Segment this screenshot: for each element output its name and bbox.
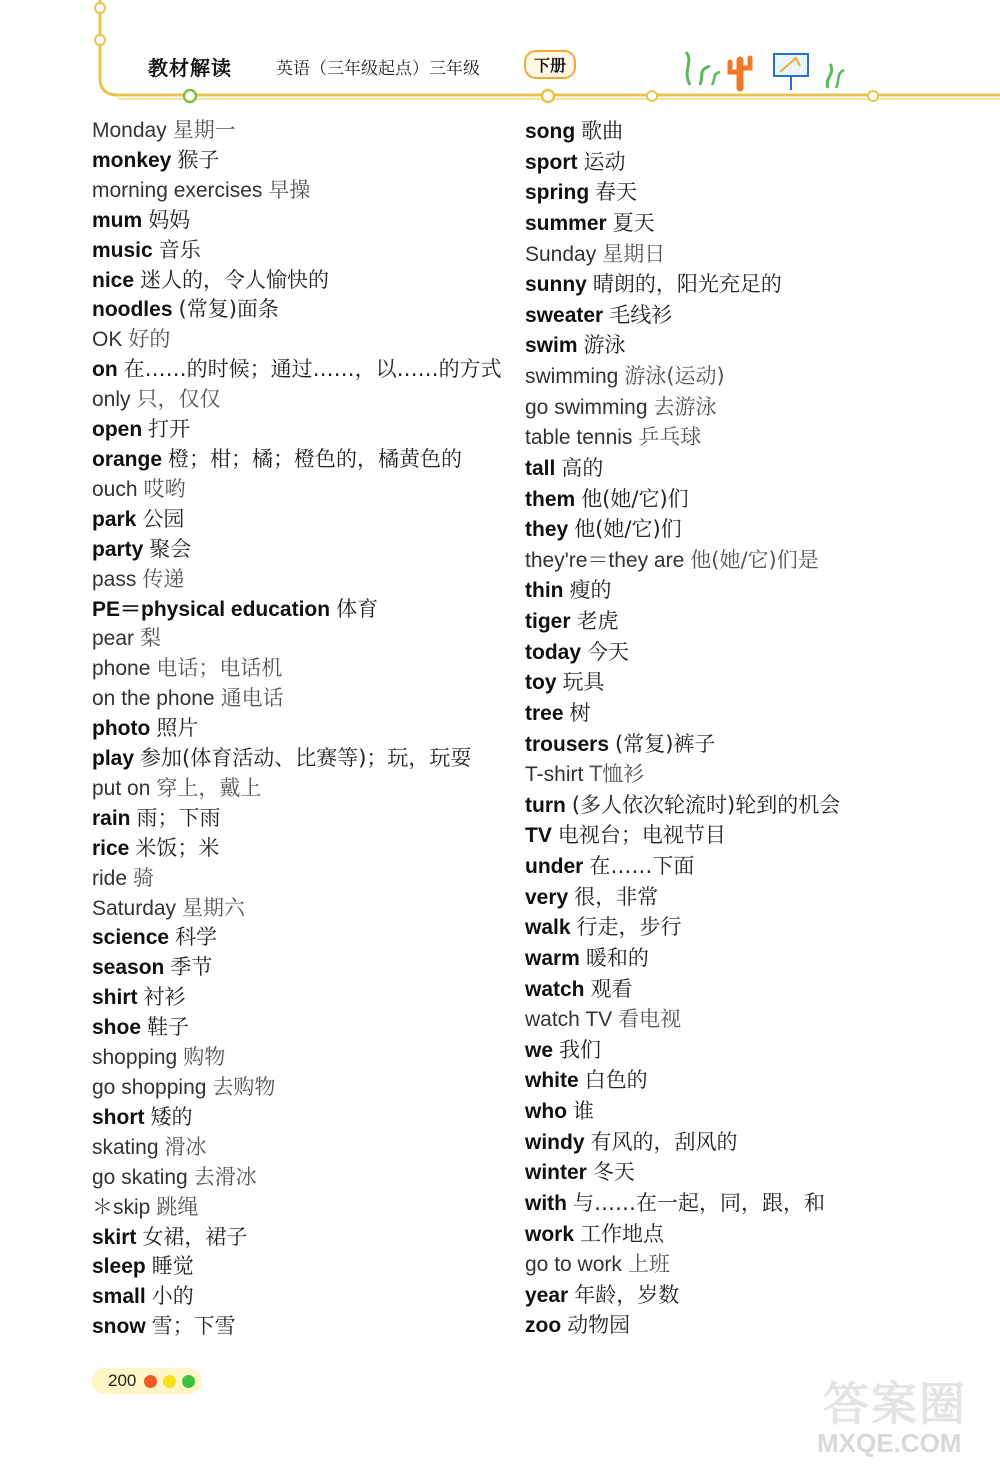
entry-meaning: 星期六: [182, 895, 246, 920]
entry-meaning: 在……的时候；通过……，以……的方式: [123, 357, 502, 382]
entry-word: swim: [525, 334, 578, 358]
entry-word: we: [525, 1038, 554, 1062]
footer-dot-icon: [144, 1375, 157, 1388]
entry-word: turn: [525, 793, 566, 817]
entry-meaning: 行走，步行: [576, 915, 682, 940]
entry-meaning: 暖和的: [585, 945, 649, 970]
header-subject: 英语（三年级起点）三年级: [276, 59, 480, 79]
entry-meaning: 梨: [140, 626, 162, 651]
entry-meaning: 歌曲: [581, 119, 624, 143]
watermark-site-text: MXQE.COM: [817, 1428, 962, 1458]
entry-meaning: 妈妈: [148, 207, 191, 232]
entry-meaning: 橙；柑；橘；橙色的，橘黄色的: [168, 446, 463, 471]
glossary-entry: [525, 330, 985, 361]
page-header: [0, 0, 1000, 110]
glossary-entry: [525, 484, 985, 515]
entry-meaning: 游泳(运动): [624, 364, 725, 388]
glossary-entry: [525, 882, 985, 913]
entry-word: on: [92, 358, 118, 382]
entry-meaning: 游泳: [583, 333, 626, 358]
glossary-entry: [525, 116, 985, 147]
entry-meaning: 年龄，岁数: [574, 1282, 680, 1307]
entry-word: OK: [92, 328, 123, 352]
entry-meaning: 矮的: [150, 1104, 193, 1129]
glossary-entry: [525, 177, 985, 208]
entry-word: tiger: [525, 610, 571, 633]
entry-meaning: 我们: [559, 1037, 602, 1062]
glossary-entry: [92, 595, 512, 625]
glossary-entry: [92, 714, 512, 744]
entry-word: small: [92, 1285, 146, 1309]
entry-word: PE＝physical education: [92, 597, 331, 621]
entry-word: T-shirt: [525, 763, 584, 787]
entry-word: sport: [525, 150, 578, 174]
grass-icon: [827, 64, 844, 88]
glossary-entry: [525, 1127, 985, 1158]
plant-sprout-icon: [686, 52, 720, 85]
easel-board-icon: [774, 54, 808, 90]
entry-meaning: 米饭；米: [135, 835, 220, 860]
entry-word: pass: [92, 567, 137, 591]
entry-word: table tennis: [525, 426, 633, 450]
entry-word: thin: [525, 579, 564, 603]
glossary-entry: [92, 1252, 512, 1282]
entry-meaning: 只，仅仅: [136, 387, 221, 412]
entry-word: toy: [525, 671, 557, 695]
entry-word: walk: [525, 916, 571, 940]
entry-meaning: 聚会: [149, 536, 192, 561]
glossary-entry: [92, 565, 512, 595]
footer-dot-icon: [163, 1375, 176, 1388]
entry-meaning: 迷人的，令人愉快的: [140, 267, 330, 292]
glossary-entry: [525, 729, 985, 760]
cactus-icon: [730, 58, 750, 88]
entry-meaning: 传递: [142, 566, 185, 591]
entry-word: park: [92, 507, 137, 531]
entry-meaning: 动物园: [567, 1313, 631, 1338]
entry-meaning: 晴朗的，阳光充足的: [592, 272, 782, 297]
entry-word: season: [92, 956, 165, 980]
entry-word: Sunday: [525, 242, 597, 266]
entry-word: skirt: [92, 1225, 137, 1249]
entry-word: song: [525, 120, 576, 143]
entry-word: go shopping: [92, 1076, 207, 1099]
entry-meaning: 乒乓球: [638, 425, 702, 450]
entry-word: they: [525, 518, 569, 542]
glossary-entry: [525, 514, 985, 545]
glossary-entry: [525, 1219, 985, 1250]
glossary-entry: [525, 1004, 985, 1035]
glossary-entry: [92, 236, 512, 266]
entry-word: only: [92, 388, 131, 412]
entry-word: on the phone: [92, 687, 215, 711]
footer-dot-icon: [182, 1375, 195, 1388]
entry-meaning: 跳绳: [156, 1194, 199, 1219]
entry-meaning: (常复)面条: [178, 297, 279, 322]
entry-meaning: (多人依次轮流时)轮到的机会: [571, 792, 841, 817]
entry-meaning: 看电视: [618, 1007, 682, 1032]
entry-meaning: (常复)裤子: [615, 731, 716, 756]
glossary-entry: [525, 1249, 985, 1280]
glossary-entry: [525, 392, 985, 423]
entry-word: sunny: [525, 273, 587, 297]
entry-meaning: 鞋子: [147, 1015, 190, 1040]
glossary-entry: [92, 535, 512, 565]
glossary-entry: [92, 1133, 512, 1163]
entry-word: who: [525, 1100, 567, 1123]
entry-word: summer: [525, 211, 607, 235]
entry-word: sleep: [92, 1255, 146, 1279]
entry-word: work: [525, 1222, 575, 1246]
entry-word: trousers: [525, 732, 610, 756]
glossary-entry: [92, 1073, 512, 1103]
entry-meaning: 购物: [183, 1045, 226, 1070]
entry-word: put on: [92, 776, 151, 800]
entry-meaning: 工作地点: [580, 1221, 665, 1246]
glossary-entry: [92, 475, 512, 505]
glossary-entry: [525, 545, 985, 576]
glossary-entry: [92, 864, 512, 894]
entry-meaning: 照片: [156, 716, 199, 741]
entry-meaning: 通电话: [220, 686, 284, 711]
glossary-entry: [92, 654, 512, 684]
entry-word: Monday: [92, 119, 167, 142]
entry-meaning: 很，非常: [574, 884, 659, 909]
entry-meaning: 小的: [151, 1284, 194, 1309]
glossary-entry: [92, 295, 512, 325]
glossary-entry: [92, 894, 512, 924]
entry-meaning: 去购物: [212, 1075, 276, 1099]
entry-meaning: 星期一: [172, 118, 236, 142]
entry-word: watch: [525, 977, 585, 1001]
entry-meaning: 他(她/它)们是: [690, 547, 819, 572]
watermark-logo-text: 答案圈: [823, 1377, 967, 1431]
entry-word: rain: [92, 806, 131, 830]
glossary-entry: [92, 1043, 512, 1073]
entry-word: swimming: [525, 365, 619, 388]
glossary-entry: [525, 361, 985, 392]
entry-word: year: [525, 1283, 569, 1307]
glossary-entry: [92, 266, 512, 296]
entry-meaning: 观看: [590, 976, 633, 1001]
header-node: [647, 91, 657, 101]
glossary-entry: [92, 983, 512, 1013]
glossary-entry: [92, 1282, 512, 1312]
entry-word: photo: [92, 717, 151, 741]
entry-meaning: 体育: [336, 596, 379, 621]
entry-word: ＊skip: [92, 1195, 151, 1219]
entry-word: short: [92, 1105, 145, 1129]
entry-word: open: [92, 418, 143, 442]
glossary-entry: [525, 667, 985, 698]
glossary-entry: [92, 1013, 512, 1043]
glossary-entry: [92, 1223, 512, 1253]
entry-meaning: 他(她/它)们: [574, 517, 682, 542]
glossary-entry: [525, 851, 985, 882]
entry-word: rice: [92, 836, 130, 860]
entry-meaning: 季节: [170, 955, 213, 980]
glossary-column-left: [92, 116, 512, 1342]
entry-word: mum: [92, 208, 143, 232]
entry-meaning: 树: [569, 700, 591, 725]
entry-word: tall: [525, 456, 556, 480]
entry-meaning: 他(她/它)们: [581, 486, 689, 511]
entry-meaning: 毛线衫: [609, 302, 673, 327]
glossary-entry: [525, 1065, 985, 1096]
glossary-entry: [92, 385, 512, 415]
entry-word: sweater: [525, 303, 604, 327]
entry-word: orange: [92, 447, 163, 471]
glossary-entry: [92, 146, 512, 176]
entry-meaning: 瘦的: [569, 578, 612, 603]
page-number: 200: [108, 1371, 137, 1390]
entry-word: warm: [525, 946, 580, 970]
glossary-entry: [525, 1035, 985, 1066]
entry-word: music: [92, 238, 153, 262]
watermark: [815, 1368, 995, 1463]
entry-meaning: 白色的: [584, 1068, 648, 1093]
glossary-entry: [92, 355, 512, 385]
entry-word: Saturday: [92, 896, 177, 920]
entry-meaning: T恤衫: [589, 762, 645, 787]
entry-meaning: 女裙，裙子: [142, 1224, 248, 1249]
entry-word: ride: [92, 866, 128, 890]
glossary-entry: [525, 974, 985, 1005]
entry-word: windy: [525, 1130, 585, 1154]
entry-word: monkey: [92, 148, 172, 172]
entry-word: them: [525, 487, 576, 511]
entry-word: spring: [525, 181, 590, 205]
entry-word: zoo: [525, 1314, 562, 1338]
glossary-entry: [525, 208, 985, 239]
entry-word: science: [92, 926, 170, 950]
entry-meaning: 公园: [142, 506, 185, 531]
entry-word: nice: [92, 268, 135, 292]
glossary-entry: [525, 912, 985, 943]
glossary-entry: [525, 422, 985, 453]
entry-meaning: 电话；电话机: [156, 656, 283, 681]
entry-meaning: 高的: [561, 455, 604, 480]
header-node: [868, 91, 878, 101]
glossary-entry: [525, 269, 985, 300]
glossary-entry: [525, 698, 985, 729]
glossary-entry: [92, 744, 512, 774]
entry-meaning: 去游泳: [653, 394, 717, 419]
entry-word: morning exercises: [92, 178, 263, 202]
glossary-entry: [92, 804, 512, 834]
glossary-entry: [92, 325, 512, 355]
entry-meaning: 早操: [268, 177, 311, 202]
entry-meaning: 在……下面: [589, 854, 695, 878]
glossary-entry: [525, 147, 985, 178]
entry-meaning: 电视台；电视节目: [557, 823, 726, 848]
glossary-entry: [525, 820, 985, 851]
entry-word: pear: [92, 627, 135, 651]
entry-meaning: 去滑冰: [193, 1164, 257, 1189]
entry-meaning: 猴子: [177, 147, 220, 172]
glossary-entry: [525, 1188, 985, 1219]
entry-word: snow: [92, 1315, 146, 1339]
header-node: [95, 35, 105, 45]
entry-meaning: 科学: [175, 925, 218, 950]
entry-word: very: [525, 885, 569, 909]
entry-meaning: 音乐: [158, 237, 201, 262]
entry-word: TV: [525, 824, 552, 848]
entry-word: with: [525, 1191, 567, 1215]
glossary-entry: [525, 943, 985, 974]
glossary-entry: [525, 300, 985, 331]
entry-meaning: 好的: [128, 327, 171, 352]
entry-meaning: 与……在一起，同，跟，和: [573, 1190, 825, 1215]
glossary-entry: [525, 575, 985, 606]
entry-word: skating: [92, 1135, 159, 1159]
entry-meaning: 滑冰: [164, 1134, 207, 1159]
entry-word: white: [525, 1069, 579, 1093]
entry-word: shoe: [92, 1016, 142, 1040]
entry-meaning: 谁: [573, 1099, 594, 1123]
glossary-column-right: [525, 116, 985, 1341]
header-volume-badge: 下册: [524, 50, 576, 79]
glossary-entry: [92, 624, 512, 654]
entry-meaning: 哎哟: [143, 476, 186, 501]
glossary-entry: [92, 1163, 512, 1193]
entry-meaning: 衬衫: [143, 985, 186, 1010]
entry-word: shirt: [92, 986, 138, 1010]
entry-word: go swimming: [525, 395, 648, 419]
glossary-entry: [92, 1193, 512, 1223]
glossary-entry: [525, 759, 985, 790]
entry-meaning: 夏天: [612, 210, 655, 235]
entry-meaning: 雪；下雪: [151, 1314, 236, 1339]
glossary-entry: [525, 453, 985, 484]
glossary-entry: [92, 834, 512, 864]
glossary-entry: [525, 1310, 985, 1341]
glossary-entry: [525, 239, 985, 270]
entry-word: they're＝they are: [525, 548, 685, 572]
entry-meaning: 睡觉: [151, 1254, 194, 1279]
entry-meaning: 星期日: [602, 241, 666, 266]
entry-word: today: [525, 640, 582, 664]
entry-word: noodles: [92, 298, 173, 322]
entry-word: play: [92, 747, 135, 771]
entry-meaning: 雨；下雨: [136, 805, 221, 830]
entry-word: shopping: [92, 1046, 178, 1070]
entry-word: phone: [92, 657, 151, 681]
glossary-entry: [92, 505, 512, 535]
header-node: [184, 90, 196, 102]
entry-meaning: 参加(体育活动、比赛等)；玩，玩耍: [140, 746, 472, 771]
glossary-entry: [92, 684, 512, 714]
entry-word: ouch: [92, 477, 138, 501]
entry-word: watch TV: [525, 1008, 613, 1032]
header-node: [542, 90, 554, 102]
glossary-entry: [92, 1312, 512, 1342]
glossary-entry: [92, 923, 512, 953]
glossary-entry: [92, 445, 512, 475]
glossary-entry: [525, 637, 985, 668]
glossary-entry: [92, 953, 512, 983]
entry-word: go to work: [525, 1253, 622, 1277]
entry-meaning: 有风的，刮风的: [590, 1129, 738, 1154]
entry-word: go skating: [92, 1165, 188, 1189]
entry-word: winter: [525, 1161, 587, 1185]
entry-meaning: 运动: [583, 149, 626, 174]
entry-meaning: 上班: [627, 1252, 670, 1277]
header-book-title: 教材解读: [148, 56, 232, 80]
glossary-entry: [92, 206, 512, 236]
header-node: [95, 3, 105, 13]
glossary-entry: [525, 606, 985, 637]
entry-meaning: 冬天: [592, 1160, 635, 1185]
glossary-entry: [525, 1280, 985, 1311]
glossary-entry: [525, 790, 985, 821]
entry-meaning: 打开: [148, 417, 191, 442]
glossary-entry: [92, 774, 512, 804]
entry-meaning: 玩具: [562, 670, 605, 695]
entry-meaning: 春天: [595, 180, 638, 205]
glossary-entry: [92, 176, 512, 206]
entry-meaning: 老虎: [576, 609, 619, 633]
entry-meaning: 穿上，戴上: [156, 775, 262, 800]
entry-meaning: 今天: [587, 639, 630, 664]
entry-meaning: 骑: [133, 865, 155, 890]
entry-word: tree: [525, 701, 564, 725]
glossary-entry: [92, 116, 512, 146]
glossary-entry: [92, 1103, 512, 1133]
glossary-entry: [525, 1157, 985, 1188]
entry-word: party: [92, 537, 144, 561]
glossary-entry: [92, 415, 512, 445]
glossary-entry: [525, 1096, 985, 1127]
entry-word: under: [525, 855, 584, 878]
